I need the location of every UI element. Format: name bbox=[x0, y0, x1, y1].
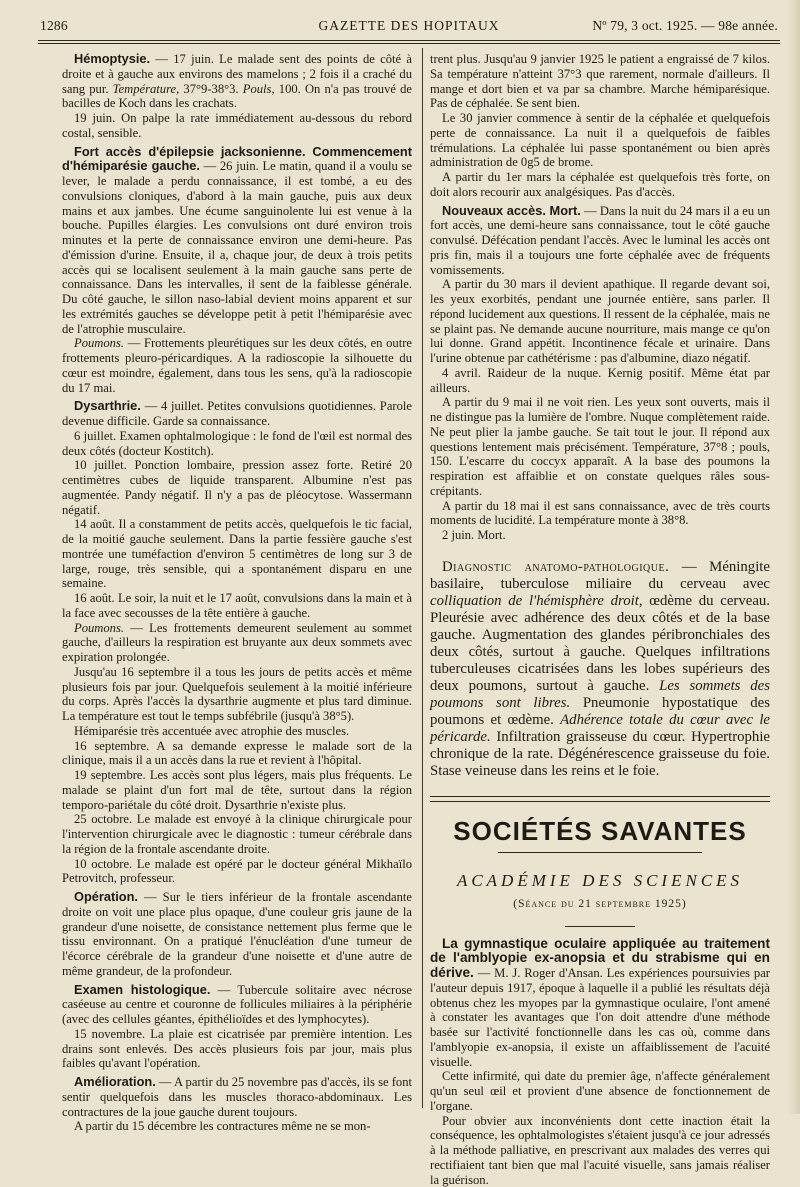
paragraph: Hémoptysie. — 17 juin. Le malade sent des points de côté à droite et à gauche aux environs des mamelons ; 2 fois il a craché du sang pur. Température, 37°9-38°3. Pouls, 100. On n'a pas trouvé de bacilles de Koch dans les crachats. bbox=[62, 52, 412, 111]
paragraph: 19 juin. On palpe la rate immédiatement au-dessous du rebord costal, sensible. bbox=[62, 111, 412, 141]
paragraph: 10 juillet. Ponction lombaire, pression assez forte. Retiré 20 centimètres cubes de liquide transparent. Albumine n'est pas augmentée. Pandy négatif. Il n'y a pas de pléocytose. Wassermann négatif. bbox=[62, 458, 412, 517]
header-rule bbox=[38, 40, 780, 41]
column-divider bbox=[422, 48, 423, 1108]
paragraph: Examen histologique. — Tubercule solitaire avec nécrose caséeuse au centre et couronne de follicules miliaires à la périphérie (avec des cellules géantes, épithélioïdes et des lymphocytes). bbox=[62, 983, 412, 1027]
paragraph: Le 30 janvier commence à sentir de la céphalée et quelquefois perte de connaissance. La nuit il a quelquefois de faibles trémulations. La céphalée lui passe spontanément ou bien après administration de 0g5 de brome. bbox=[430, 111, 770, 170]
left-column bbox=[62, 52, 412, 1134]
paragraph: Opération. — Sur le tiers inférieur de la frontale ascendante droite on voit une place plus opaque, d'une couleur gris jaune de la grandeur d'une noisette, de consistance nettement plus ferme que le tissu environnant. On a pratiqué l'énucléation d'une tumeur de l'écorce cérébrale de la grandeur d'une noisette et d'une autre de même grandeur, de la profondeur. bbox=[62, 890, 412, 979]
paragraph: 16 août. Le soir, la nuit et le 17 août, convulsions dans la main et à la face avec secousses de la tête entière à gauche. bbox=[62, 591, 412, 621]
paragraph: 10 octobre. Le malade est opéré par le docteur général Mikhaïlo Petrovitch, professeur. bbox=[62, 857, 412, 887]
paragraph: 15 novembre. La plaie est cicatrisée par première intention. Les drains sont enlevés. Des accès plusieurs fois par jour, mais plus faibles qu'avant l'opération. bbox=[62, 1027, 412, 1071]
paragraph: Jusqu'au 16 septembre il a tous les jours de petits accès et même plusieurs fois par jour. Quelquefois seulement à la moitié inférieure du corps. Après l'accès la dysarthrie augmente et plus tard diminue. La température est tout le temps subfébrile (jusqu'à 38°5). bbox=[62, 665, 412, 724]
page-number: 1286 bbox=[40, 18, 68, 34]
title-rule bbox=[498, 852, 702, 853]
paragraph: 25 octobre. Le malade est envoyé à la clinique chirurgicale pour l'intervention chirurgicale avec le diagnostic : tumeur cérébrale dans la région de la frontale ascendante droite. bbox=[62, 812, 412, 856]
diagnosis-paragraph: Diagnostic anatomo-pathologique. — Méningite basilaire, tuberculose miliaire du cerveau avec colliquation de l'hémisphère droit, œdème du cerveau. Pleurésie avec adhérence des deux côtés et de la base gauche. Augmentation des glandes péribronchiales des deux côtés, surtout à gauche. Quelques infiltrations tuberculeuses cicatrisées dans les lobes supérieurs des deux poumons, surtout à gauche. Les sommets des poumons sont libres. Pneumonie hypostatique des poumons et œdème. Adhérence totale du cœur avec le péricarde. Infiltration graisseuse du cœur. Hypertrophie chronique de la rate. Dégénérescence graisseuse du foie. Stase veineuse dans les reins et le foie. bbox=[430, 559, 770, 780]
session-date: (Séance du 21 septembre 1925) bbox=[430, 897, 770, 912]
section-heading: Nouveaux accès. Mort. bbox=[442, 203, 581, 218]
paragraph: Pour obvier aux inconvénients dont cette inaction était la conséquence, les ophtalmologistes s'étaient jusqu'à ce jour adressés à la méthode palliative, en prescrivant aux malades des verres qui rectifiaient tant bien que mal l'acuité visuelle, sans jamais réaliser la guérison. bbox=[430, 1114, 770, 1187]
paragraph: Poumons. — Frottements pleurétiques sur les deux côtés, en outre frottements pleuro-péricardiques. A la radioscopie la silhouette du cœur est moindre, également, dans tous les sens, qu'à la radioscopie du 17 mai. bbox=[62, 336, 412, 395]
section-title: SOCIÉTÉS SAVANTES bbox=[430, 816, 770, 846]
paragraph: Dysarthrie. — 4 juillet. Petites convulsions quotidiennes. Parole devenue difficile. Garde sa connaissance. bbox=[62, 399, 412, 429]
paragraph: Hémiparésie très accentuée avec atrophie des muscles. bbox=[62, 724, 412, 739]
paragraph: 14 août. Il a constamment de petits accès, quelquefois le tic facial, de la moitié gauche seulement. Dans la partie fessière gauche s'est montrée une tuméfaction d'environ 5 centimètres de long sur 3 de large, rouge, très sensible, qui a spontanément disparu en une semaine. bbox=[62, 517, 412, 591]
paragraph: Nouveaux accès. Mort. — Dans la nuit du 24 mars il a eu un fort accès, une demi-heure sans connaissance, tout le côté gauche convulsé. Défécation pendant l'accès. Avec le luminal les accès ont pris fin, mais il a toujours une forte céphalée avec de fréquents vomissements. bbox=[430, 204, 770, 278]
paragraph: A partir du 1er mars la céphalée est quelquefois très forte, on doit alors recourir aux analgésiques. Pas d'accès. bbox=[430, 170, 770, 200]
page-edge bbox=[788, 0, 800, 1114]
header-rule-second bbox=[38, 43, 780, 44]
issue-info: Nº 79, 3 oct. 1925. — 98e année. bbox=[592, 18, 778, 34]
article-title: La gymnastique oculaire appliquée au traitement de l'amblyopie ex-anopsia et du strabisme qui en dérive. bbox=[430, 936, 770, 981]
section-heading: Opération. bbox=[74, 889, 138, 904]
paragraph: A partir du 15 décembre les contractures même ne se mon- bbox=[62, 1119, 412, 1134]
journal-title: GAZETTE DES HOPITAUX bbox=[40, 18, 778, 34]
paragraph: Cette infirmité, qui date du premier âge, n'affecte généralement qu'un seul œil et provient d'une absence de fonctionnement de l'organe. bbox=[430, 1069, 770, 1113]
section-heading: Hémoptysie. bbox=[74, 51, 150, 66]
section-heading: Examen histologique. bbox=[74, 982, 210, 997]
paragraph: 6 juillet. Examen ophtalmologique : le fond de l'œil est normal des deux côtés (docteur Kostitch). bbox=[62, 429, 412, 459]
section-heading: Amélioration. bbox=[74, 1074, 156, 1089]
right-column bbox=[430, 52, 770, 1187]
paragraph: trent plus. Jusqu'au 9 janvier 1925 le patient a engraissé de 7 kilos. Sa température n'atteint 37°3 que rarement, normale d'ailleurs. Il mange et dort bien et va par sa chambre. Marche hémiparésique. Pas de céphalée. Se sent bien. bbox=[430, 52, 770, 111]
short-rule bbox=[565, 926, 635, 927]
diagnosis-heading: Diagnostic anatomo-pathologique. bbox=[442, 559, 669, 575]
page-header bbox=[40, 14, 778, 40]
paragraph: A partir du 30 mars il devient apathique. Il regarde devant soi, les yeux exorbités, pendant une journée entière, sans parler. Il répond lucidement aux questions. Il ressent de la céphalée, mais ne se plaint pas. Ne demande aucune nourriture, mais mange ce qu'on lui donne. Grand appétit. Incontinence fécale et urinaire. Dans l'urine obtenue par cathétérisme : pas d'albumine, diazo négatif. bbox=[430, 277, 770, 366]
paragraph: Amélioration. — A partir du 25 novembre pas d'accès, ils se font sentir quelquefois dans les muscles thoraco-abdominaux. Les contractures de la joue gauche durent toujours. bbox=[62, 1075, 412, 1119]
paragraph: La gymnastique oculaire appliquée au traitement de l'amblyopie ex-anopsia et du strabisme qui en dérive. — M. J. Roger d'Ansan. Les expériences poursuivies par l'auteur depuis 1917, époque à laquelle il a publié les résultats déjà obtenus chez les myopes par la gymnastique oculaire, l'ont amené à constater les avantages que l'on doit attendre d'une méthode basée sur l'activité fonctionnelle dans les cas où, comme dans l'amblyopie ex-anopsia, il existe un affaiblissement de l'acuité visuelle. bbox=[430, 937, 770, 1070]
paragraph: Fort accès d'épilepsie jacksonienne. Commencement d'hémiparésie gauche. — 26 juin. Le matin, quand il a voulu se lever, le malade a perdu connaissance, il est tombé, a eu des convulsions cloniques, d'abord à la main gauche, puis aux deux mains et aux jambes. Une écume sanguinolente lui est venue à la bouche. Pupilles élargies. Les convulsions ont duré environ trois minutes et la perte de connaissance environ une demi-heure. Pas d'émission d'urine. Ensuite, il a, chaque jour, de deux à trois petits accès qui se localisent seulement à la main gauche sans perte de connaissance. Dans les intervalles, il sent de la faiblesse générale. Du côté gauche, le sillon naso-labial devient moins apparent et sur les extrémités gauches se développe petit à petit l'hémiparésie avec de l'atrophie musculaire. bbox=[62, 145, 412, 337]
paragraph: 2 juin. Mort. bbox=[430, 528, 770, 543]
paragraph: A partir du 18 mai il est sans connaissance, avec de très courts moments de lucidité. La température monte à 38°8. bbox=[430, 499, 770, 529]
paragraph: 4 avril. Raideur de la nuque. Kernig positif. Même état par ailleurs. bbox=[430, 366, 770, 396]
section-rule bbox=[430, 796, 770, 802]
paragraph: 19 septembre. Les accès sont plus légers, mais plus fréquents. Le malade se plaint d'un fort mal de tête, surtout dans la région temporo-pariétale du côté droit. Dysarthrie n'existe plus. bbox=[62, 768, 412, 812]
paragraph: A partir du 9 mai il ne voit rien. Les yeux sont ouverts, mais il ne distingue pas la lumière de l'ombre. Nuque complètement raide. Ne peut plier la jambe gauche. Se tait tout le jour. Il répond aux questions lentement mais précisément. Température, 37°8 ; pouls, 150. L'escarre du coccyx apparaît. A la base des poumons la respiration est affaiblie et on constate quelques râles sous-crépitants. bbox=[430, 395, 770, 498]
section-heading: Dysarthrie. bbox=[74, 398, 141, 413]
section-heading: Fort accès d'épilepsie jacksonienne. Commencement d'hémiparésie gauche. bbox=[62, 144, 412, 174]
paragraph: Poumons. — Les frottements demeurent seulement au sommet gauche, d'ailleurs la respiration est bruyante aux deux sommets avec expiration prolongée. bbox=[62, 621, 412, 665]
paragraph: 16 septembre. A sa demande expresse le malade sort de la clinique, mais il a un accès dans la rue et revient à l'hôpital. bbox=[62, 739, 412, 769]
academy-heading: ACADÉMIE DES SCIENCES bbox=[430, 871, 770, 891]
